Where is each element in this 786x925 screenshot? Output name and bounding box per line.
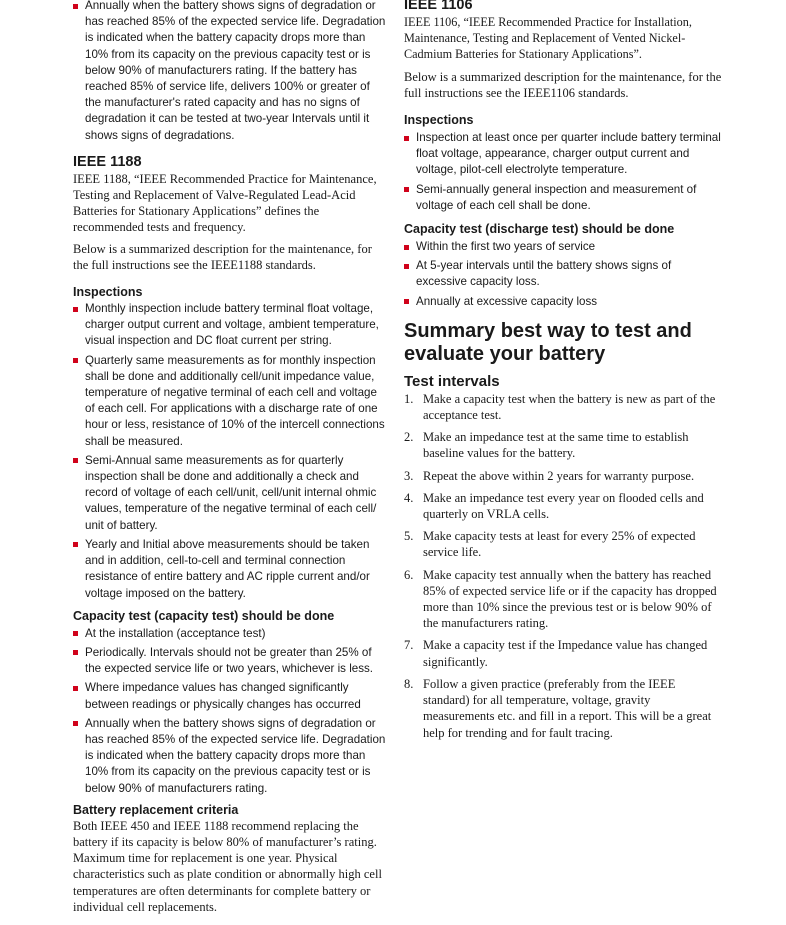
bullet-square-icon: [404, 245, 409, 250]
list-item-number: 7.: [404, 638, 414, 653]
bullet-square-icon: [73, 650, 78, 655]
ieee1106-heading: IEEE 1106: [404, 0, 473, 13]
list-item-text: Follow a given practice (preferably from the IEEE standard) for all temperature, voltage, gravity measurements etc. and fill in a report. This will be a great help for trending and for fault tracing.: [423, 676, 712, 740]
list-item-text: Repeat the above within 2 years for warranty purpose.: [423, 468, 695, 483]
list-item-text: Yearly and Initial above measurements should be taken and in addition, cell-to-cell and terminal connection resistance of entire battery and AC ripple current and/or voltage imposed on the battery.: [85, 537, 370, 600]
list-item: [404, 130, 722, 179]
inspections-heading-1106: Inspections: [404, 113, 474, 128]
list-item-number: 5.: [404, 529, 414, 544]
list-item-text: Where impedance values has changed significantly between readings or physically changes has occurred: [85, 681, 361, 711]
list-item-text: Semi-annually general inspection and measurement of voltage of each cell shall be done.: [416, 182, 697, 212]
list-item: [404, 239, 722, 255]
list-item-number: 2.: [404, 430, 414, 445]
list-item: [404, 490, 722, 522]
test-intervals-heading: Test intervals: [404, 372, 500, 390]
bullet-square-icon: [404, 136, 409, 141]
bullet-square-icon: [73, 307, 78, 312]
ieee1188-description: IEEE 1188, “IEEE Recommended Practice for Maintenance, Testing and Replacement of Valve-Regulated Lead-Acid Batteries for Stationary Applications” defines the recommended tests and frequency.: [73, 171, 377, 235]
list-item-text: Make an impedance test at the same time to establish baseline values for the battery.: [423, 430, 689, 461]
list-item: [404, 391, 722, 423]
list-item: [73, 626, 388, 642]
list-item-text: Make a capacity test when the battery is new as part of the acceptance test.: [423, 391, 716, 423]
replacement-text: Both IEEE 450 and IEEE 1188 recommend replacing the battery if its capacity is below 80% of manufacturer’s rating. Maximum time for replacement is one year. Physical characteristics such as plate condition or abnormally high cell temperatures are often determinants for complete battery or individual cell replacements.: [73, 818, 382, 914]
list-item: [73, 353, 388, 450]
left-column: [73, 0, 388, 915]
inspections-heading-1188: Inspections: [73, 285, 143, 300]
list-item-text: Annually at excessive capacity loss: [416, 294, 598, 308]
list-item-text: Quarterly same measurements as for monthly inspection shall be done and additionally cell/unit impedance value, temperature of negative terminal of each cell and voltage of each cell. For applications with a discharge rate of one hour or less, resistance of 10% of the intercell connections shall be measured.: [85, 353, 385, 448]
bullet-square-icon: [73, 686, 78, 691]
replacement-heading: Battery replacement criteria: [73, 802, 239, 817]
inspections-list-1106: [404, 130, 722, 214]
list-item-text: Annually when the battery shows signs of degradation or has reached 85% of the expected service life. Degradation is indicated when the battery capacity drops more than 10% from its capacity on the previous capacity test or is below 90% of manufacturers rating. If the battery has reached 85% of service life, delivers 100% or greater of the manufacturer's rated capacity and has no signs of degradation it can be tested at two-year Intervals until it shows signs of degradations.: [85, 0, 386, 142]
list-item-text: Make an impedance test every year on flooded cells and quarterly on VRLA cells.: [423, 490, 704, 522]
summary-heading: Summary best way to test and evaluate your battery: [404, 319, 692, 365]
list-item: [404, 294, 722, 310]
list-item-text: Make capacity tests at least for every 25% of expected service life.: [423, 529, 696, 560]
list-item-text: Inspection at least once per quarter include battery terminal float voltage, appearance, charger output current and voltage, pilot-cell electrolyte temperature.: [416, 131, 721, 177]
list-item: [404, 567, 722, 632]
capacity-test-list-1188: [73, 626, 388, 797]
bullet-square-icon: [73, 358, 78, 363]
list-item-text: Make capacity test annually when the battery has reached 85% of expected service life or if the capacity has dropped more than 10% since the previous test or is below 90% of the manufacturers rating.: [423, 567, 717, 631]
list-item: [404, 258, 722, 290]
discharge-test-list: [404, 239, 722, 310]
list-item: [73, 645, 388, 677]
list-item: [404, 182, 722, 214]
capacity-test-heading-1188: Capacity test (capacity test) should be done: [73, 608, 335, 623]
bullet-square-icon: [73, 542, 78, 547]
list-item: [73, 0, 388, 144]
list-item-number: 3.: [404, 468, 414, 483]
list-item-number: 6.: [404, 567, 414, 582]
inspections-list-1188: [73, 301, 388, 602]
bullet-square-icon: [404, 299, 409, 304]
list-item-number: 4.: [404, 490, 414, 505]
list-item: [73, 680, 388, 712]
list-item-text: Annually when the battery shows signs of degradation or has reached 85% of the expected service life. Degradation is indicated when the battery capacity drops more than 10% from its capacity on the previous capacity test or is below 90% of manufacturers rating.: [85, 716, 386, 795]
list-item: [404, 676, 722, 741]
bullet-square-icon: [73, 631, 78, 636]
bullet-square-icon: [404, 264, 409, 269]
ieee1188-heading: IEEE 1188: [73, 153, 142, 170]
test-intervals-list: [404, 391, 722, 741]
ieee1106-description: IEEE 1106, “IEEE Recommended Practice for Installation, Maintenance, Testing and Replacement of Vented Nickel-Cadmium Batteries for Stationary Applications”.: [404, 15, 692, 62]
list-item-text: At the installation (acceptance test): [85, 626, 266, 640]
list-item: [73, 301, 388, 350]
bullet-square-icon: [73, 458, 78, 463]
bullet-square-icon: [73, 4, 78, 9]
list-item-number: 1.: [404, 391, 414, 406]
list-item: [404, 528, 722, 560]
list-item-text: Periodically. Intervals should not be greater than 25% of the expected service life or two years, whichever is less.: [85, 645, 374, 676]
ieee1188-summary: Below is a summarized description for the maintenance, for the full instructions see the IEEE1188 standards.: [73, 241, 372, 272]
list-item-text: At 5-year intervals until the battery shows signs of excessive capacity loss.: [416, 259, 672, 289]
list-item: [73, 453, 388, 534]
list-item: [404, 429, 722, 461]
bullet-square-icon: [404, 187, 409, 192]
list-item-text: Within the first two years of service: [416, 240, 596, 254]
list-item-number: 8.: [404, 676, 414, 691]
ieee1106-summary: Below is a summarized description for the maintenance, for the full instructions see the IEEE1106 standards.: [404, 69, 722, 100]
list-item: [404, 637, 722, 669]
list-item-text: Monthly inspection include battery terminal float voltage, charger output current and voltage, ambient temperature, visual inspection and DC float current per string.: [85, 302, 379, 348]
list-item: [73, 716, 388, 797]
list-item: [404, 468, 722, 484]
list-item: [73, 537, 388, 602]
discharge-test-heading: Capacity test (discharge test) should be done: [404, 222, 675, 237]
list-item-text: Make a capacity test if the Impedance value has changed significantly.: [423, 638, 708, 669]
bullet-square-icon: [73, 721, 78, 726]
intro-bullet-list: [73, 0, 388, 144]
list-item-text: Semi-Annual same measurements as for quarterly inspection shall be done and additionally a check and record of voltage of each cell/unit, cell/unit internal ohmic values, temperature of the negative terminal of each cell/ unit of battery.: [85, 453, 377, 532]
right-column: [404, 0, 722, 741]
